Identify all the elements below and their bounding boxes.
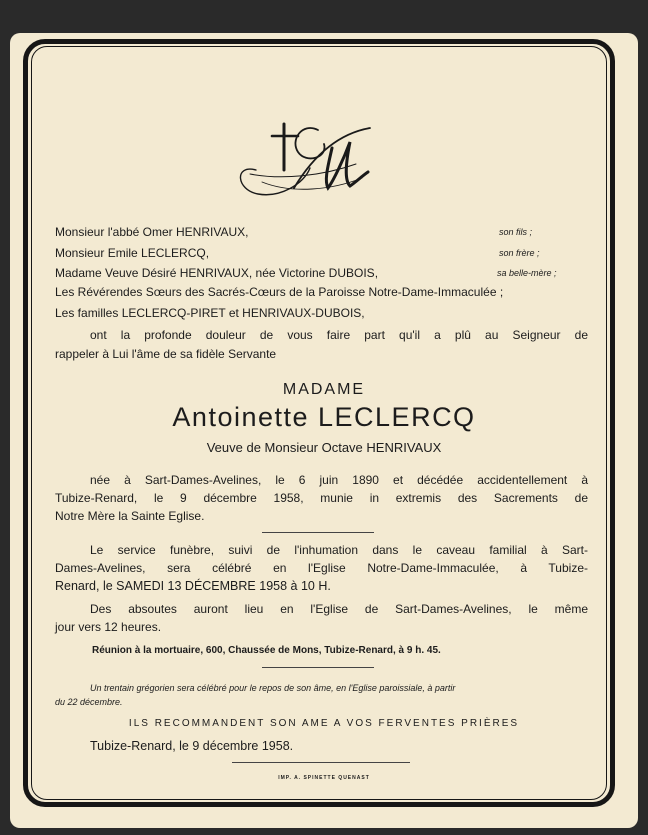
trentain-line-1: Un trentain grégorien sera célébré pour le repos de son âme, en l'Eglise paroissiale, à partir: [90, 683, 456, 693]
divider-2: [262, 667, 374, 668]
family-member-1: Monsieur l'abbé Omer HENRIVAUX,: [55, 225, 249, 239]
birth-death-line-1: née à Sart-Dames-Avelines, le 6 juin 1890 et décédée accidentellement à: [90, 473, 588, 487]
recommendation: ILS RECOMMANDENT SON AME A VOS FERVENTES PRIÈRES: [128, 718, 520, 729]
service-line-2: Dames-Avelines, sera célébré en l'Eglise Notre-Dame-Immaculée, à Tubize-: [55, 561, 588, 575]
family-member-4: Les Révérendes Sœurs des Sacrés-Cœurs de la Paroisse Notre-Dame-Immaculée ;: [55, 285, 504, 299]
widow-of: Veuve de Monsieur Octave HENRIVAUX: [206, 440, 442, 455]
deceased-title: MADAME: [282, 381, 366, 398]
family-member-5: Les familles LECLERCQ-PIRET et HENRIVAUX-DUBOIS,: [55, 306, 365, 320]
absoutes-line-1: Des absoutes auront lieu en l'Eglise de Sart-Dames-Avelines, le même: [90, 602, 588, 616]
printer-credit: IMP. A. SPINETTE QUENAST: [278, 775, 370, 781]
family-member-2: Monsieur Emile LECLERCQ,: [55, 246, 210, 260]
reunion-notice: Réunion à la mortuaire, 600, Chaussée de Mons, Tubize-Renard, à 9 h. 45.: [92, 645, 441, 656]
birth-death-line-2: Tubize-Renard, le 9 décembre 1958, munie in extremis des Sacrements de: [55, 491, 588, 505]
birth-death-line-3: Notre Mère la Sainte Eglise.: [55, 509, 205, 523]
family-member-3: Madame Veuve Désiré HENRIVAUX, née Victorine DUBOIS,: [55, 266, 379, 280]
announcement-line-2: rappeler à Lui l'âme de sa fidèle Servante: [55, 347, 277, 361]
divider-1: [262, 532, 374, 533]
relation-3: sa belle-mère ;: [497, 268, 557, 278]
divider-3: [232, 762, 410, 763]
deceased-name: Antoinette LECLERCQ: [172, 402, 476, 432]
service-line-3: Renard, le SAMEDI 13 DÉCEMBRE 1958 à 10 H.: [55, 579, 331, 593]
announcement-line-1: ont la profonde douleur de vous faire part qu'il a plû au Seigneur de: [90, 328, 588, 342]
place-date: Tubize-Renard, le 9 décembre 1958.: [90, 739, 294, 753]
absoutes-line-2: jour vers 12 heures.: [55, 620, 162, 634]
cross-monogram-icon: [232, 118, 374, 204]
service-line-1: Le service funèbre, suivi de l'inhumation dans le caveau familial à Sart-: [90, 543, 588, 557]
trentain-line-2: du 22 décembre.: [55, 697, 123, 707]
relation-1: son fils ;: [499, 227, 533, 237]
relation-2: son frère ;: [499, 248, 540, 258]
